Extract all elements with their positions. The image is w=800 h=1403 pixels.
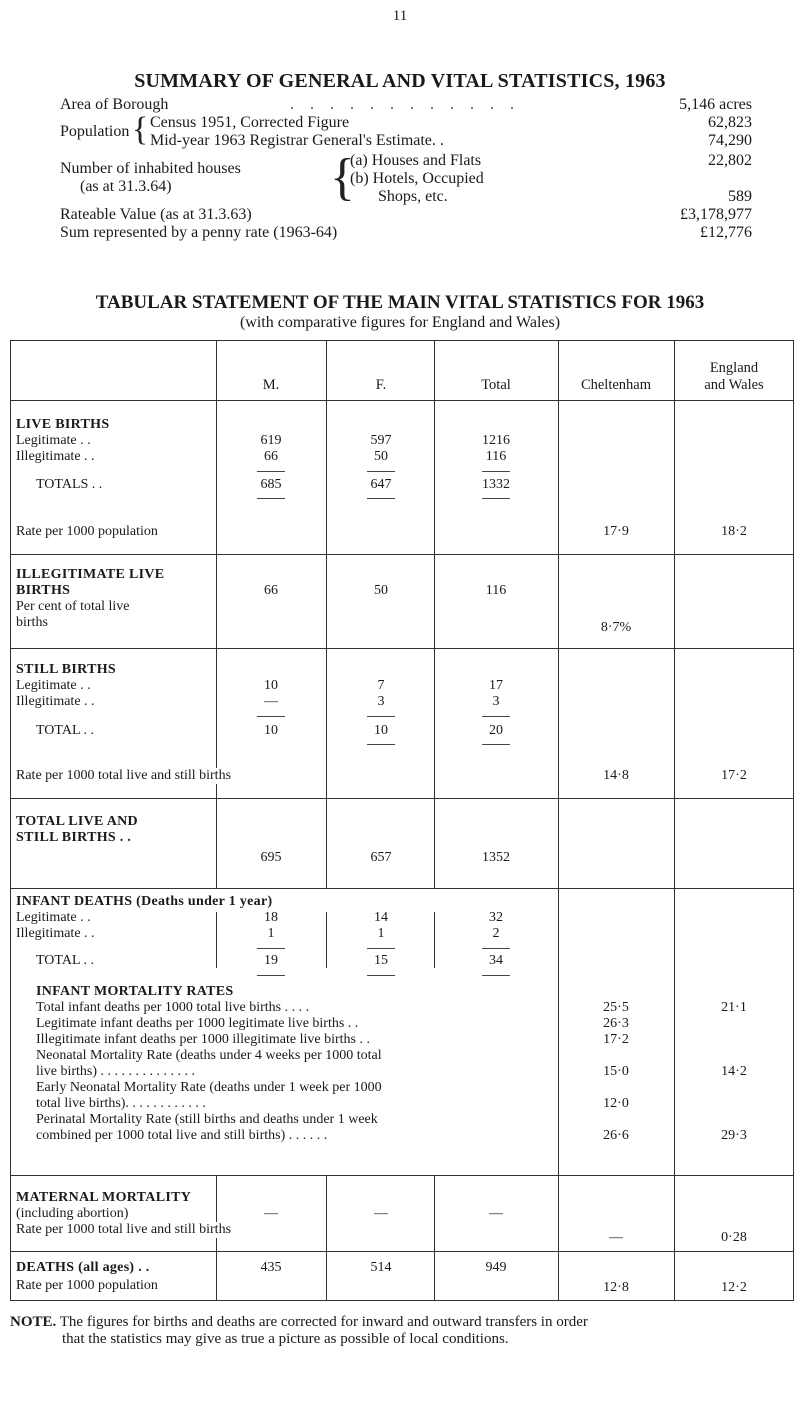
illegit-live-heading: ILLEGITIMATE LIVE <box>16 567 165 582</box>
leader-dots: . . . . . . . . . . . . <box>290 96 520 113</box>
infant-legit-f: 14 <box>374 910 388 925</box>
summary-block <box>60 96 752 242</box>
deaths-heading <box>16 1260 150 1276</box>
table-rule <box>10 340 794 341</box>
imr-illegit-label: Illegitimate infant deaths per 1000 illegitimate live births . . <box>36 1032 370 1047</box>
footnote-label: NOTE. <box>10 1314 57 1330</box>
sum-rule <box>367 948 395 949</box>
infant-total-m: 19 <box>264 953 278 968</box>
sum-rule <box>482 716 510 717</box>
table-rule <box>793 340 794 1300</box>
deaths-total: 949 <box>485 1260 507 1275</box>
population-label: Population <box>60 123 130 140</box>
deaths-rate-ew: 12·2 <box>721 1280 747 1295</box>
table-rule <box>434 1175 435 1300</box>
perinatal-ew: 29·3 <box>721 1128 747 1143</box>
live-illegit-label: Illegitimate . . <box>16 449 95 464</box>
infant-illegit-total: 2 <box>492 926 500 941</box>
deaths-rate-cheltenham: 12·8 <box>603 1280 629 1295</box>
sum-rule <box>257 498 285 499</box>
deaths-m: 435 <box>260 1260 282 1275</box>
maternal-sub: (including abortion) <box>16 1206 129 1221</box>
midyear-value: 74,290 <box>708 132 752 149</box>
table-rule <box>434 340 435 888</box>
houses-a-value: 22,802 <box>708 152 752 169</box>
sum-rule <box>367 498 395 499</box>
illegit-pct-cheltenham: 8·7% <box>600 620 632 635</box>
infant-mortality-heading: INFANT MORTALITY RATES <box>36 984 234 999</box>
maternal-m: — <box>264 1206 278 1221</box>
live-totals-label: TOTALS . . <box>36 477 103 492</box>
table-rule <box>10 1251 794 1252</box>
still-births-heading: STILL BIRTHS <box>16 662 116 677</box>
brace-glyph: { <box>330 149 355 206</box>
imr-total-ew: 21·1 <box>721 1000 747 1015</box>
houses-group <box>60 149 752 206</box>
houses-b-value: 589 <box>728 188 752 205</box>
sum-rule <box>257 716 285 717</box>
imr-legit-label: Legitimate infant deaths per 1000 legitimate live births . . <box>36 1016 359 1031</box>
table-rule <box>10 888 794 889</box>
live-legit-m: 619 <box>260 433 282 448</box>
live-illegit-total: 116 <box>485 449 507 464</box>
penny-label: Sum represented by a penny rate (1963-64) <box>60 224 338 241</box>
imr-total-cheltenham: 25·5 <box>603 1000 629 1015</box>
table-rule <box>434 912 435 968</box>
still-total-m: 10 <box>264 723 278 738</box>
perinatal-label-2: combined per 1000 total live and still births) . . . . . . <box>36 1128 328 1143</box>
live-legit-label: Legitimate . . <box>16 433 91 448</box>
perinatal-label: Perinatal Mortality Rate (still births and deaths under 1 week <box>36 1112 378 1127</box>
neonatal-ew: 14·2 <box>721 1064 747 1079</box>
still-illegit-label: Illegitimate . . <box>16 694 95 709</box>
table-rule <box>10 798 794 799</box>
total-live-still-f: 657 <box>370 850 392 865</box>
maternal-rate-cheltenham: — <box>609 1230 623 1245</box>
footnote-text-2: that the statistics may give as true a picture as possible of local conditions. <box>62 1331 509 1347</box>
summary-title: SUMMARY OF GENERAL AND VITAL STATISTICS, 1963 <box>134 70 666 92</box>
still-rate-cheltenham: 14·8 <box>603 768 629 783</box>
header-cheltenham: Cheltenham <box>580 377 652 393</box>
infant-legit-total: 32 <box>489 910 503 925</box>
census-value: 62,823 <box>708 114 752 131</box>
still-illegit-total: 3 <box>492 694 500 709</box>
area-value: 5,146 acres <box>679 96 752 113</box>
sum-rule <box>257 471 285 472</box>
header-and-wales: and Wales <box>704 377 764 393</box>
still-legit-total: 17 <box>489 678 503 693</box>
table-subtitle: (with comparative figures for England and Wales) <box>239 314 561 331</box>
deaths-rate-label: Rate per 1000 population <box>16 1278 158 1293</box>
live-totals-total: 1332 <box>482 477 510 492</box>
total-live-still-m: 695 <box>260 850 282 865</box>
live-legit-f: 597 <box>370 433 392 448</box>
maternal-heading: MATERNAL MORTALITY <box>16 1190 192 1205</box>
table-rule <box>326 1175 327 1300</box>
table-rule <box>674 340 675 1300</box>
illegit-live-f: 50 <box>374 583 388 598</box>
neonatal-label: Neonatal Mortality Rate (deaths under 4 weeks per 1000 total <box>36 1048 382 1063</box>
total-live-still-total: 1352 <box>482 850 510 865</box>
early-neonatal-cheltenham: 12·0 <box>603 1096 629 1111</box>
total-live-still-heading: TOTAL LIVE AND <box>16 814 138 829</box>
table-rule <box>326 340 327 888</box>
header-total: Total <box>481 377 511 393</box>
infant-total-label: TOTAL . . <box>36 953 94 968</box>
live-rate-label: Rate per 1000 population <box>16 524 158 539</box>
still-illegit-m: — <box>264 694 278 709</box>
table-rule <box>10 648 794 649</box>
live-births-heading: LIVE BIRTHS <box>16 417 110 432</box>
live-illegit-m: 66 <box>264 449 278 464</box>
header-f: F. <box>375 377 387 393</box>
vital-statistics-table <box>10 340 794 1312</box>
still-total-f: 10 <box>374 723 388 738</box>
houses-a-label: (a) Houses and Flats <box>350 152 482 169</box>
infant-legit-m: 18 <box>264 910 278 925</box>
rateable-label: Rateable Value (as at 31.3.63) <box>60 206 252 223</box>
table-rule <box>558 340 559 1300</box>
penny-value: £12,776 <box>700 224 752 241</box>
still-illegit-f: 3 <box>377 694 385 709</box>
sum-rule <box>367 744 395 745</box>
illegit-live-heading-2: BIRTHS <box>16 583 71 598</box>
page-number: 11 <box>392 8 408 24</box>
table-rule <box>216 912 217 968</box>
infant-total-f: 15 <box>374 953 388 968</box>
still-legit-f: 7 <box>377 678 385 693</box>
still-legit-label: Legitimate . . <box>16 678 91 693</box>
imr-legit-cheltenham: 26·3 <box>603 1016 629 1031</box>
penny-row <box>60 224 752 242</box>
still-rate-label: Rate per 1000 total live and still births <box>16 768 232 783</box>
still-legit-m: 10 <box>264 678 278 693</box>
table-rule <box>10 340 11 1300</box>
deaths-heading-text: DEATHS (all ages) . . <box>16 1260 150 1275</box>
sum-rule <box>257 975 285 976</box>
neonatal-label-2: live births) . . . . . . . . . . . . . . <box>36 1064 196 1079</box>
sum-rule <box>482 498 510 499</box>
illegit-live-total: 116 <box>485 583 507 598</box>
table-rule <box>326 912 327 968</box>
imr-illegit-cheltenham: 17·2 <box>603 1032 629 1047</box>
table-rule <box>10 554 794 555</box>
sum-rule <box>482 744 510 745</box>
table-title: TABULAR STATEMENT OF THE MAIN VITAL STATISTICS FOR 1963 <box>95 292 705 313</box>
footnote-text-1: The figures for births and deaths are corrected for inward and outward transfers in order <box>59 1314 588 1330</box>
sum-rule <box>482 471 510 472</box>
sum-rule <box>367 975 395 976</box>
sum-rule <box>367 716 395 717</box>
infant-deaths-heading-text: INFANT DEATHS (Deaths under 1 year) <box>16 894 273 909</box>
illegit-pct-label: Per cent of total live <box>16 599 130 614</box>
deaths-f: 514 <box>370 1260 392 1275</box>
header-england: England <box>709 360 759 376</box>
midyear-label: Mid-year 1963 Registrar General's Estimate. . <box>150 132 444 149</box>
infant-total-total: 34 <box>489 953 503 968</box>
infant-deaths-heading <box>16 894 275 910</box>
houses-b-label: (b) Hotels, Occupied <box>350 170 484 187</box>
houses-sub: (as at 31.3.64) <box>80 178 172 195</box>
imr-total-label: Total infant deaths per 1000 total live births . . . . <box>36 1000 310 1015</box>
brace-glyph: { <box>132 111 149 148</box>
table-rule <box>10 1175 794 1176</box>
houses-label: Number of inhabited houses <box>60 160 241 177</box>
sum-rule <box>367 471 395 472</box>
table-rule <box>10 1300 794 1301</box>
early-neonatal-label: Early Neonatal Mortality Rate (deaths under 1 week per 1000 <box>36 1080 382 1095</box>
still-total-total: 20 <box>489 723 503 738</box>
census-label: Census 1951, Corrected Figure <box>150 114 350 131</box>
illegit-live-m: 66 <box>264 583 278 598</box>
live-illegit-f: 50 <box>374 449 388 464</box>
neonatal-cheltenham: 15·0 <box>603 1064 629 1079</box>
live-totals-f: 647 <box>370 477 392 492</box>
table-rule <box>10 400 794 401</box>
early-neonatal-label-2: total live births). . . . . . . . . . . . <box>36 1096 206 1111</box>
maternal-f: — <box>374 1206 388 1221</box>
maternal-total: — <box>489 1206 503 1221</box>
live-legit-total: 1216 <box>482 433 510 448</box>
footnote <box>10 1314 800 1348</box>
footnote-line-1 <box>10 1314 800 1331</box>
sum-rule <box>482 975 510 976</box>
rateable-value: £3,178,977 <box>680 206 752 223</box>
sum-rule <box>482 948 510 949</box>
table-rule <box>216 340 217 888</box>
area-label: Area of Borough <box>60 96 169 113</box>
illegit-pct-label-2: births <box>16 615 48 630</box>
live-rate-cheltenham: 17·9 <box>603 524 629 539</box>
live-totals-m: 685 <box>260 477 282 492</box>
perinatal-cheltenham: 26·6 <box>603 1128 629 1143</box>
infant-illegit-f: 1 <box>377 926 385 941</box>
total-live-still-heading-2: STILL BIRTHS . . <box>16 830 132 845</box>
still-total-label: TOTAL . . <box>36 723 94 738</box>
maternal-rate-label: Rate per 1000 total live and still births <box>16 1222 232 1237</box>
sum-rule <box>257 948 285 949</box>
still-rate-ew: 17·2 <box>721 768 747 783</box>
header-m: M. <box>262 377 280 393</box>
infant-illegit-m: 1 <box>267 926 275 941</box>
rateable-row <box>60 206 752 224</box>
area-row <box>60 96 752 114</box>
live-rate-ew: 18·2 <box>721 524 747 539</box>
maternal-rate-ew: 0·28 <box>721 1230 747 1245</box>
infant-illegit-label: Illegitimate . . <box>16 926 95 941</box>
infant-legit-label: Legitimate . . <box>16 910 91 925</box>
houses-b-label-2: Shops, etc. <box>378 188 448 205</box>
population-group <box>60 111 752 150</box>
